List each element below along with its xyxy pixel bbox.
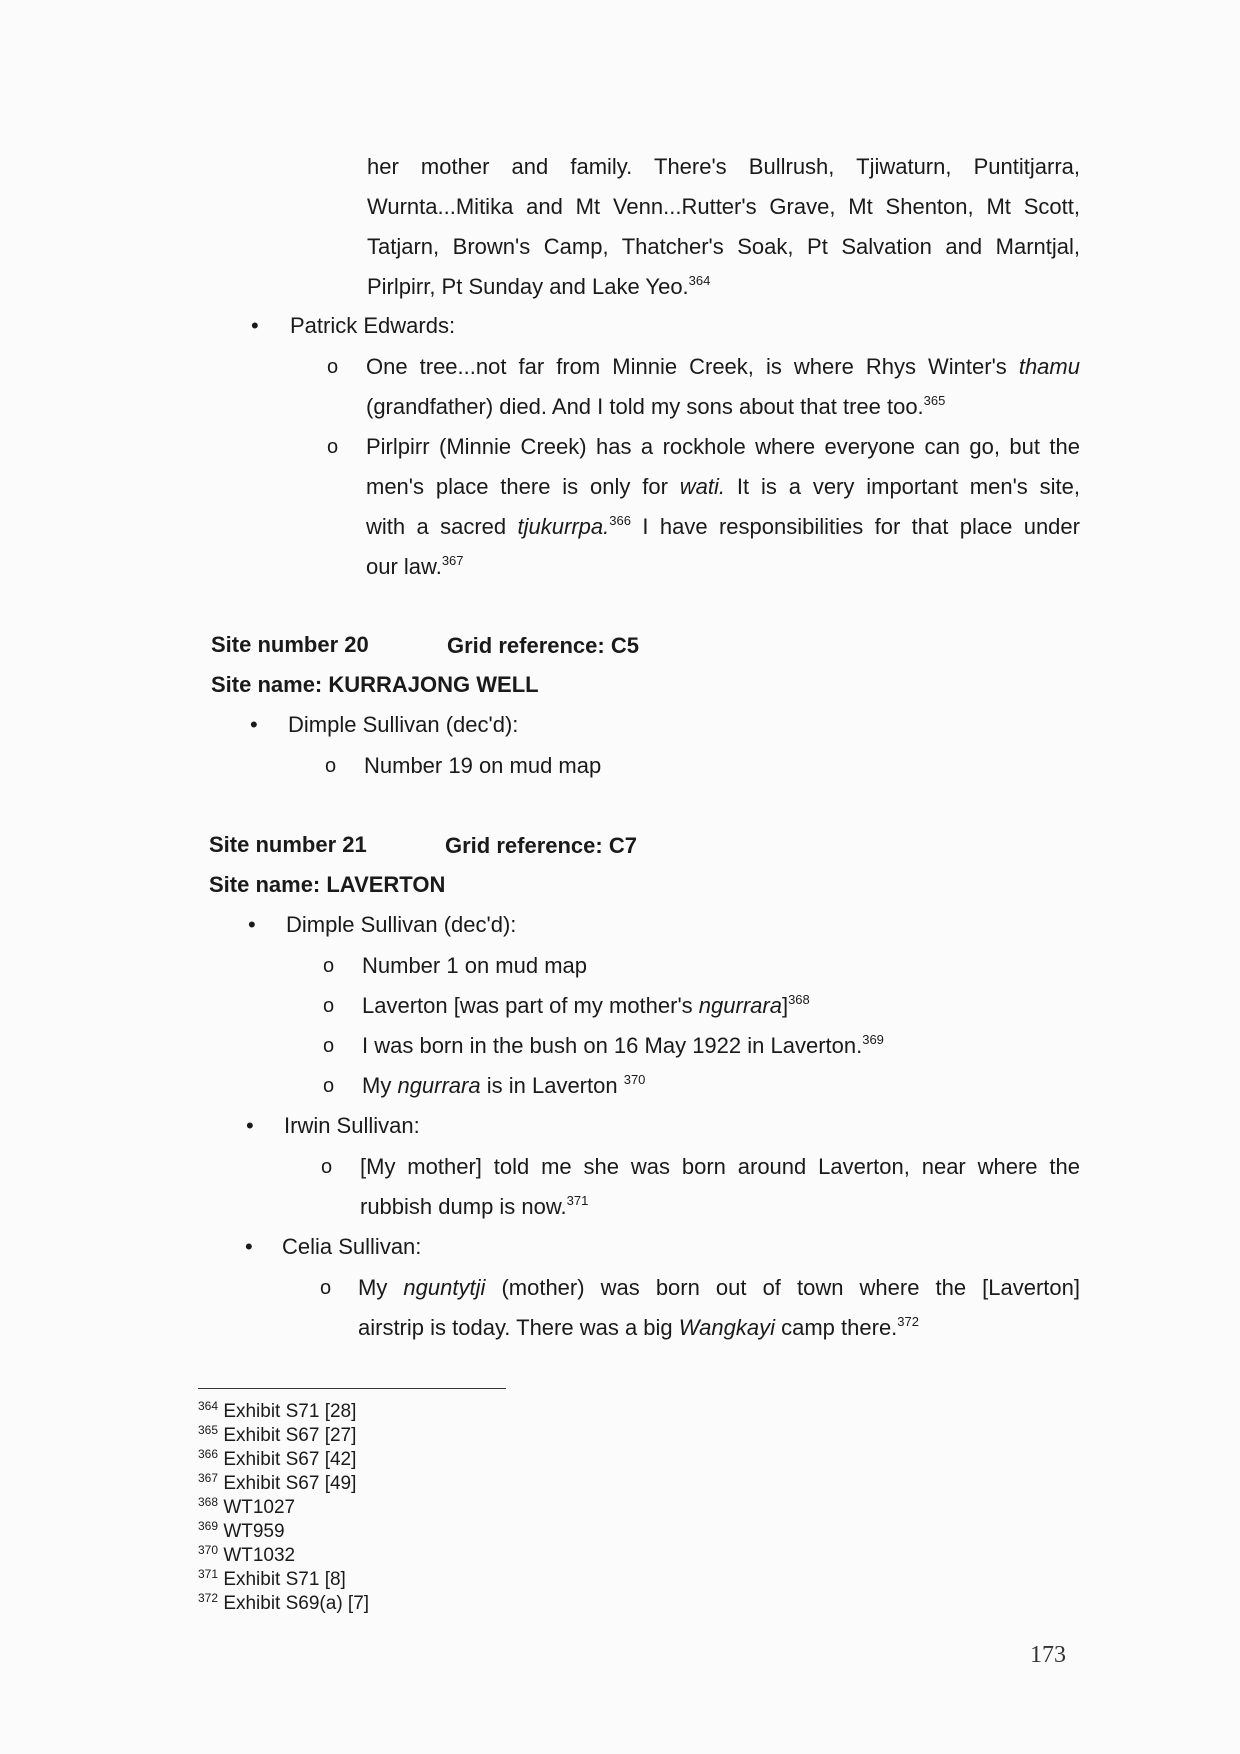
footnote: $^{366}$ Exhibit S67 [42] [198, 1447, 357, 1470]
quote-line: My nguntytji (mother) was born out of town where the [Laverton] [358, 1275, 1080, 1300]
bullet-icon: • [251, 313, 259, 338]
footnote: $^{371}$ Exhibit S71 [8] [198, 1567, 346, 1590]
speaker-name: Patrick Edwards: [290, 313, 456, 338]
circle-bullet-icon: o [323, 995, 335, 1017]
circle-bullet-icon: o [327, 356, 339, 378]
footnote: $^{369}$ WT959 [198, 1519, 285, 1542]
quote-line: our law.$^{367}$ [366, 553, 464, 579]
footnote: $^{370}$ WT1032 [198, 1543, 296, 1566]
quote-line: Number 1 on mud map [362, 953, 587, 978]
quote-line: (grandfather) died. And I told my sons about that tree too.$^{365}$ [366, 393, 946, 419]
footnote: $^{365}$ Exhibit S67 [27] [198, 1423, 357, 1446]
intro-line-4: Pirlpirr, Pt Sunday and Lake Yeo.$^{364}$ [367, 273, 711, 299]
site-number-heading: Site number 21 [209, 832, 367, 857]
quote-line: airstrip is today. There was a big Wangkayi camp there.$^{372}$ [358, 1314, 919, 1340]
circle-bullet-icon: o [327, 436, 339, 458]
speaker-name: Dimple Sullivan (dec'd): [286, 912, 517, 937]
quote-line: Pirlpirr (Minnie Creek) has a rockhole where everyone can go, but the [366, 434, 1080, 459]
circle-bullet-icon: o [325, 755, 337, 777]
site-name-heading: Site name: KURRAJONG WELL [211, 672, 539, 697]
circle-bullet-icon: o [323, 1035, 335, 1057]
footnote: $^{372}$ Exhibit S69(a) [7] [198, 1591, 370, 1614]
footnote-ref: 365 [923, 393, 946, 408]
footnote-ref: 369 [862, 1032, 884, 1047]
footnote: $^{364}$ Exhibit S71 [28] [198, 1399, 357, 1422]
site-name-heading: Site name: LAVERTON [209, 872, 446, 897]
circle-bullet-icon: o [323, 955, 335, 977]
intro-line-2: Wurnta...Mitika and Mt Venn...Rutter's Grave, Mt Shenton, Mt Scott, [367, 194, 1080, 219]
speaker-name: Irwin Sullivan: [284, 1113, 420, 1138]
footnote-ref: 370 [623, 1072, 646, 1087]
intro-line-3: Tatjarn, Brown's Camp, Thatcher's Soak, Pt Salvation and Marntjal, [367, 234, 1080, 259]
site-number-heading: Site number 20 [211, 632, 369, 657]
footnote-ref: 367 [441, 553, 464, 568]
footnote-ref: 371 [566, 1193, 589, 1208]
circle-bullet-icon: o [321, 1156, 333, 1178]
quote-line: Laverton [was part of my mother's ngurrara]$^{368}$ [362, 992, 810, 1018]
quote-line: One tree...not far from Minnie Creek, is where Rhys Winter's thamu [366, 354, 1080, 379]
footnote: $^{367}$ Exhibit S67 [49] [198, 1471, 357, 1494]
quote-line: [My mother] told me she was born around Laverton, near where the [360, 1154, 1080, 1179]
circle-bullet-icon: o [323, 1075, 335, 1097]
speaker-name: Dimple Sullivan (dec'd): [288, 712, 519, 737]
intro-line-1: her mother and family. There's Bullrush, Tjiwaturn, Puntitjarra, [367, 154, 1080, 179]
quote-line: with a sacred tjukurrpa.$^{366}$ I have responsibilities for that place under [366, 513, 1080, 539]
circle-bullet-icon: o [320, 1277, 332, 1299]
bullet-icon: • [246, 1113, 254, 1138]
quote-line: I was born in the bush on 16 May 1922 in Laverton.$^{369}$ [362, 1032, 884, 1058]
footnote-ref: 366 [609, 513, 631, 528]
quote-line: men's place there is only for wati. It is a very important men's site, [366, 474, 1080, 499]
quote-line: My ngurrara is in Laverton $^{370}$ [362, 1072, 646, 1098]
footnote-ref: 372 [897, 1314, 919, 1329]
quote-line: Number 19 on mud map [364, 753, 602, 778]
footnote-ref: 364 [688, 273, 711, 288]
page-number: 173 [1030, 1642, 1066, 1668]
grid-reference-heading: Grid reference: C5 [447, 633, 639, 658]
quote-line: rubbish dump is now.$^{371}$ [360, 1193, 589, 1219]
bullet-icon: • [250, 712, 258, 737]
footnote-ref: 368 [788, 992, 810, 1007]
footnote: $^{368}$ WT1027 [198, 1495, 296, 1518]
footnote-separator [198, 1388, 506, 1389]
bullet-icon: • [248, 912, 256, 937]
grid-reference-heading: Grid reference: C7 [445, 833, 637, 858]
bullet-icon: • [245, 1234, 253, 1259]
speaker-name: Celia Sullivan: [282, 1234, 422, 1259]
